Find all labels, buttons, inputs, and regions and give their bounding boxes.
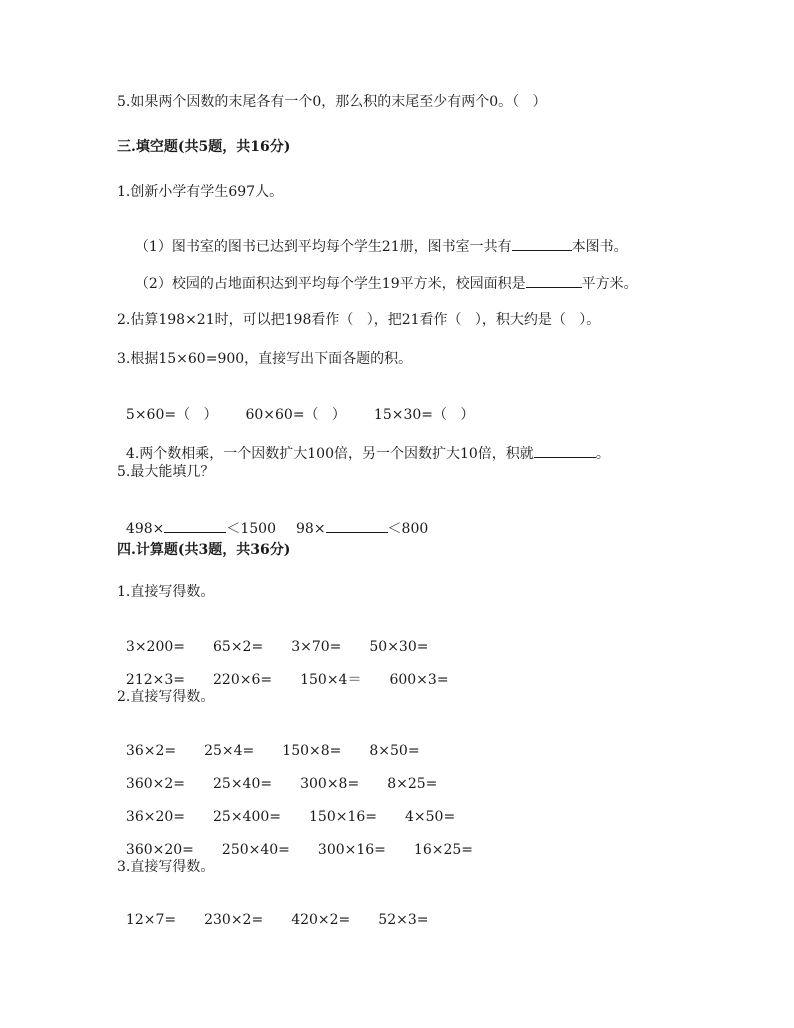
expr: 150×16=: [309, 809, 377, 825]
fill-question-1-part-1: [126, 218, 628, 256]
expr: 300×8=: [300, 776, 360, 792]
calc-question-1-stem: 1.直接写得数。: [117, 584, 215, 600]
calc-row: [117, 790, 455, 826]
expr: 8×50=: [369, 743, 420, 759]
section-3-title: 三.填空题(共5题，共16分): [117, 139, 291, 155]
expr-b-prefix: 98×: [296, 521, 326, 537]
fill-question-2: 2.估算198×21时，可以把198看作（ ），把21看作（ ），积大约是（ ）。: [117, 312, 601, 328]
expr: 12×7=: [125, 912, 177, 928]
item: 5×60=（ ）: [125, 407, 218, 423]
expr: 16×25=: [413, 842, 473, 858]
expr: 420×2=: [291, 912, 351, 928]
section-4-title: 四.计算题(共3题，共36分): [117, 542, 291, 558]
expr: 25×400=: [213, 809, 281, 825]
judge-question-5: 5.如果两个因数的末尾各有一个0，那么积的末尾至少有两个0。（ ）: [117, 94, 547, 110]
calc-row: [117, 823, 473, 859]
fill-question-3-items: [117, 388, 474, 424]
expr-a-suffix: ＜1500: [226, 521, 276, 537]
expr: 360×2=: [125, 776, 185, 792]
expr: 36×2=: [125, 743, 177, 759]
part-2-suffix: 平方米。: [581, 276, 638, 292]
answer-blank[interactable]: [526, 273, 582, 288]
question-4-text: 4.两个数相乘，一个因数扩大100倍，另一个因数扩大10倍，积就: [125, 446, 534, 462]
item: 15×30=（ ）: [373, 407, 475, 423]
expr: 3×200=: [125, 639, 185, 655]
expr: 220×6=: [213, 672, 273, 688]
expr: 65×2=: [213, 639, 264, 655]
calc-question-3-stem: 3.直接写得数。: [117, 859, 215, 875]
expr: 150×4＝: [300, 672, 362, 688]
item: 60×60=（ ）: [245, 407, 346, 423]
expr: 50×30=: [369, 639, 429, 655]
expr: 25×40=: [213, 776, 273, 792]
fill-question-1-stem: 1.创新小学有学生697人。: [117, 184, 284, 200]
expr: 360×20=: [125, 842, 194, 858]
expr: 8×25=: [387, 776, 438, 792]
calc-row: [117, 653, 449, 689]
fill-question-5-items: [117, 500, 428, 538]
expr: 4×50=: [405, 809, 456, 825]
calc-row: [117, 893, 428, 929]
calc-row: [117, 757, 437, 793]
expr: 300×16=: [317, 842, 386, 858]
expr: 150×8=: [282, 743, 342, 759]
fill-question-4: [117, 425, 610, 463]
answer-blank[interactable]: [534, 443, 596, 458]
answer-blank[interactable]: [326, 518, 388, 533]
question-4-suffix: 。: [595, 446, 610, 462]
fill-question-1-part-2: [126, 255, 638, 293]
fill-question-5-stem: 5.最大能填几？: [117, 464, 215, 480]
expr: 250×40=: [221, 842, 290, 858]
expr: 3×70=: [291, 639, 342, 655]
expr: 600×3=: [389, 672, 449, 688]
fill-question-3-stem: 3.根据15×60=900，直接写出下面各题的积。: [117, 351, 413, 367]
expr: 36×20=: [125, 809, 185, 825]
part-1-text: （1）图书室的图书已达到平均每个学生21册，图书室一共有: [134, 239, 512, 255]
expr-b-suffix: ＜800: [387, 521, 429, 537]
calc-question-2-stem: 2.直接写得数。: [117, 689, 215, 705]
expr-a-prefix: 498×: [125, 521, 165, 537]
part-1-suffix: 本图书。: [571, 239, 628, 255]
answer-blank[interactable]: [164, 518, 226, 533]
expr: 212×3=: [125, 672, 185, 688]
expr: 230×2=: [204, 912, 264, 928]
calc-row: [117, 724, 420, 760]
answer-blank[interactable]: [512, 236, 572, 251]
calc-row: [117, 620, 428, 656]
expr: 52×3=: [378, 912, 429, 928]
expr: 25×4=: [204, 743, 255, 759]
part-2-text: （2）校园的占地面积达到平均每个学生19平方米，校园面积是: [134, 276, 526, 292]
